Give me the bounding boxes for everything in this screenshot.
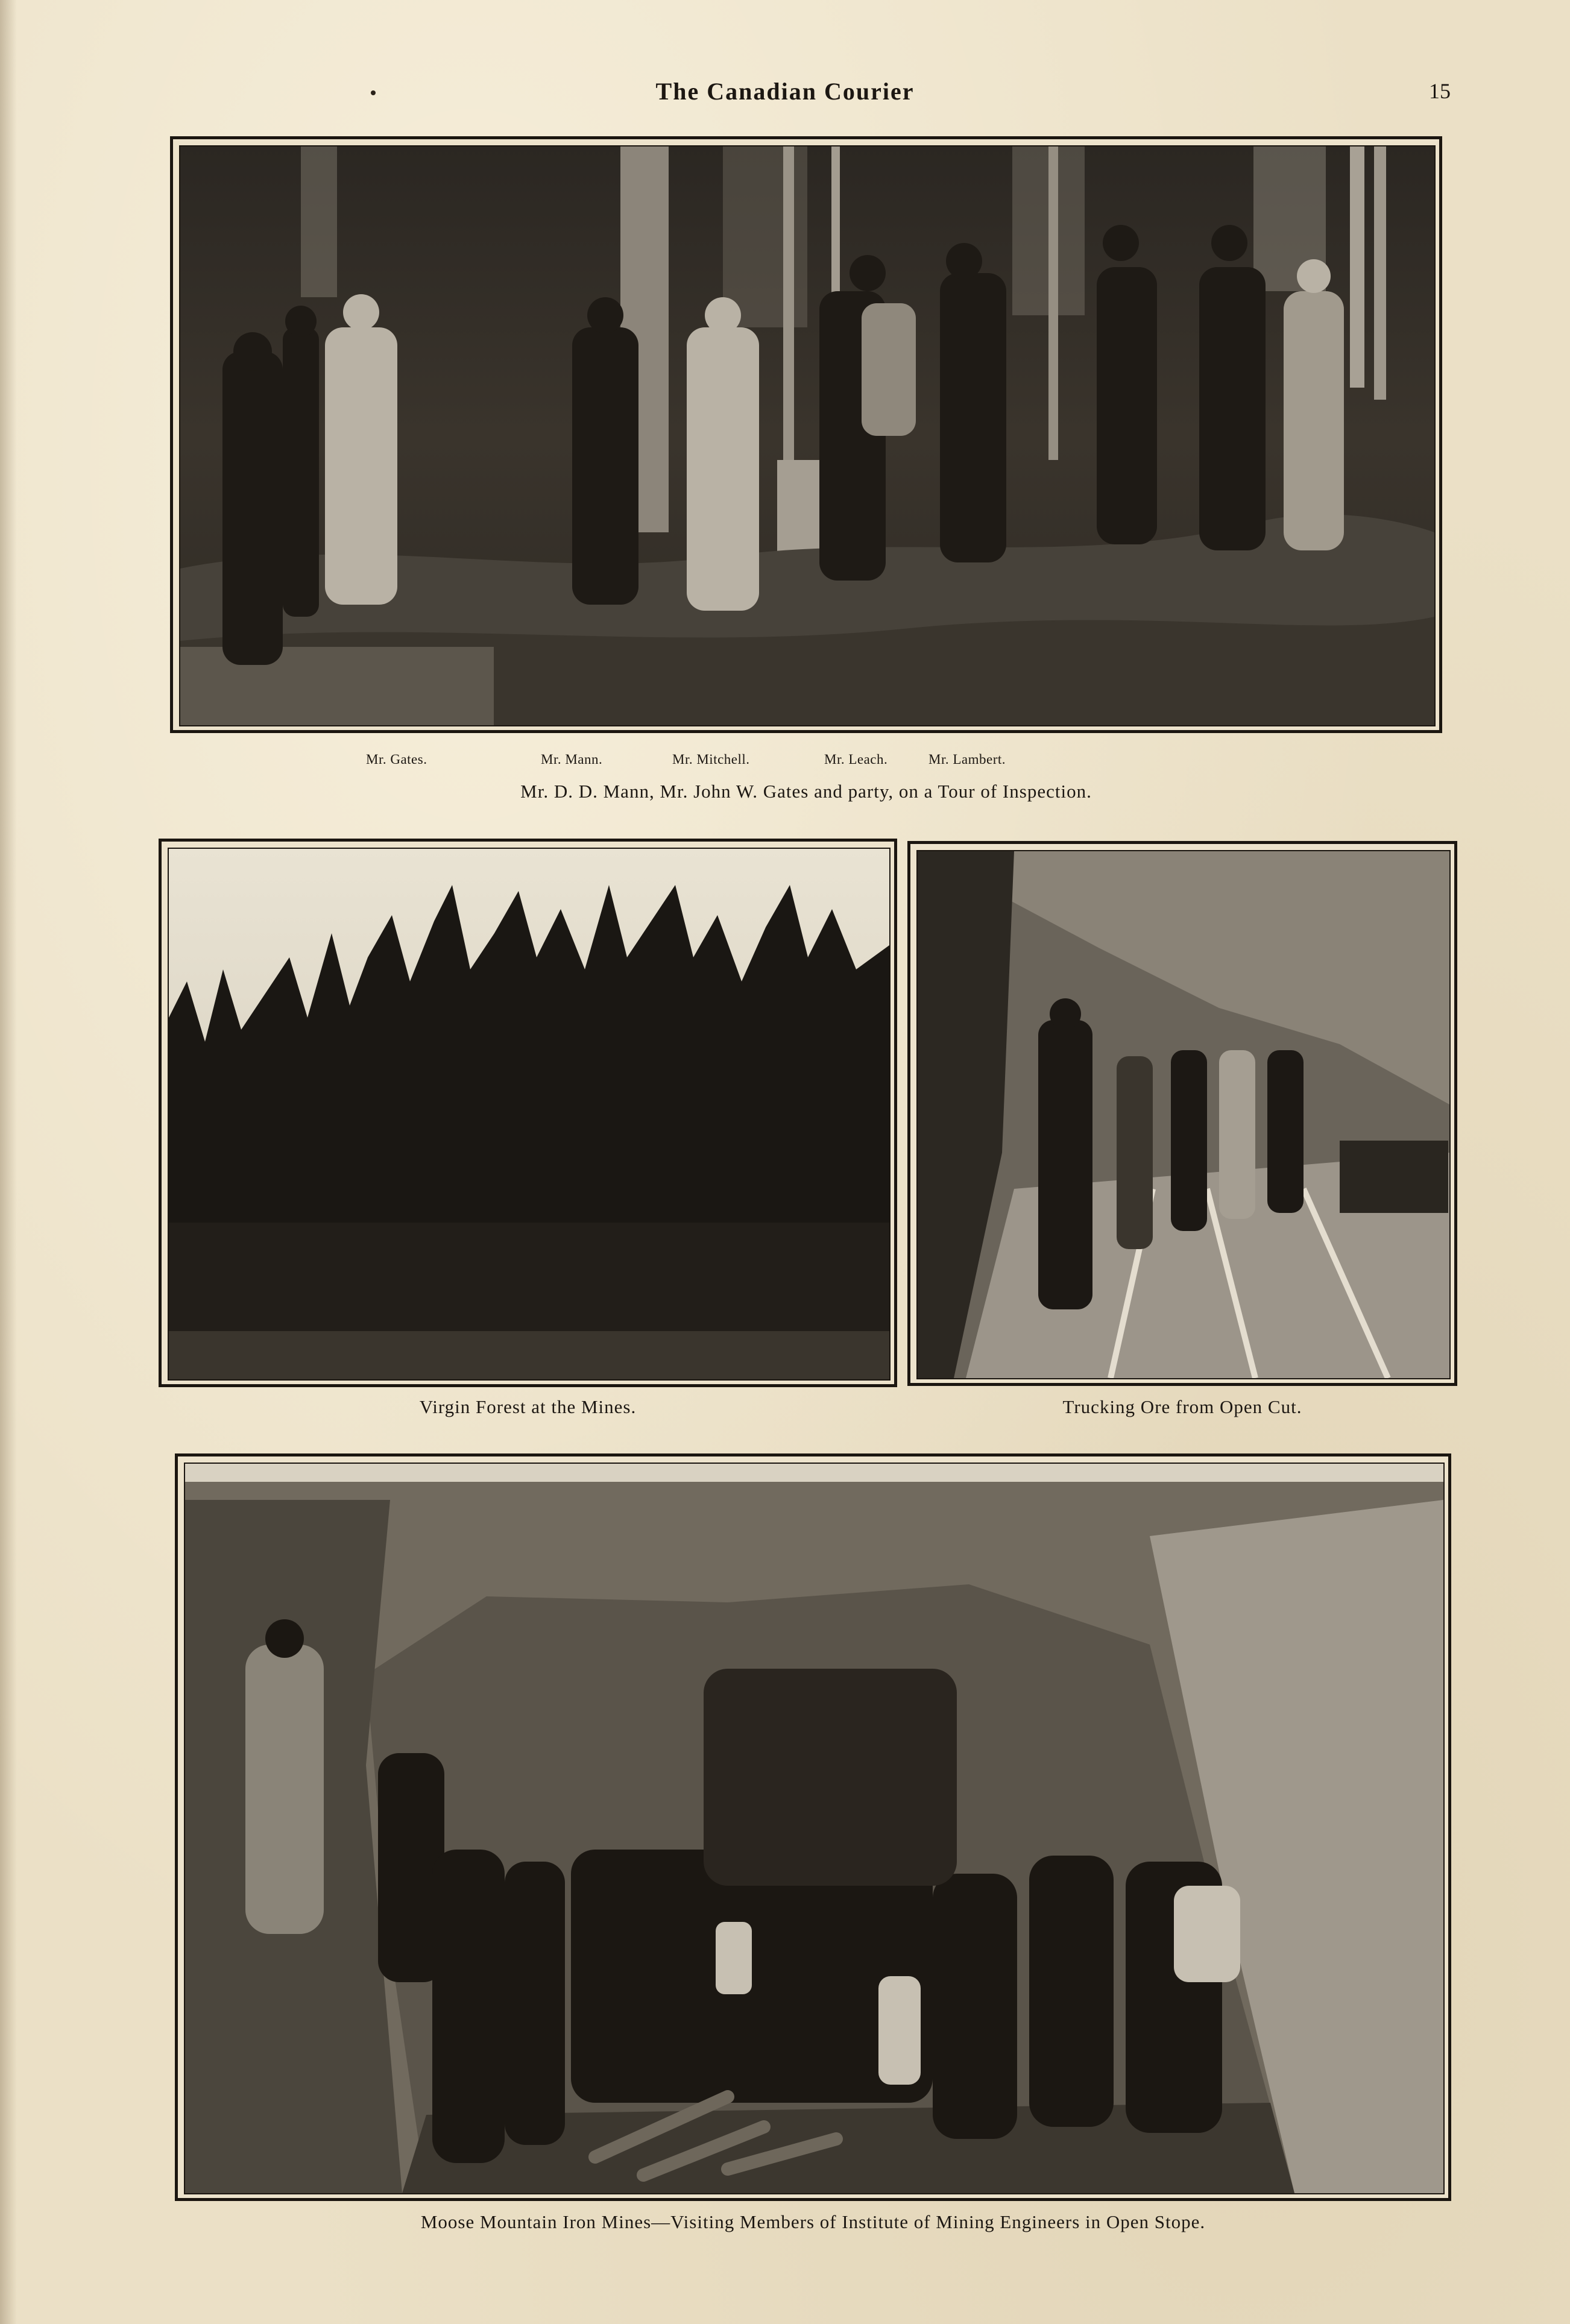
name-label-leach: Mr. Leach.: [824, 752, 888, 767]
page-spine-shadow: [0, 0, 17, 2324]
name-label-mann: Mr. Mann.: [541, 752, 603, 767]
photo-trucking-ore: [907, 841, 1457, 1386]
inspection-photo-image: [180, 146, 1434, 725]
caption-forest: Virgin Forest at the Mines.: [419, 1396, 637, 1417]
caption-trucking: Trucking Ore from Open Cut.: [1062, 1396, 1302, 1417]
magazine-title: The Canadian Courier: [655, 78, 915, 105]
forest-photo-image: [169, 849, 889, 1379]
stope-photo-image: [185, 1464, 1443, 2193]
page-number: 15: [1429, 79, 1451, 103]
name-label-gates: Mr. Gates.: [366, 752, 427, 767]
photo-open-stope: [175, 1453, 1451, 2201]
name-label-mitchell: Mr. Mitchell.: [672, 752, 750, 767]
trucking-photo-image: [918, 851, 1449, 1378]
caption-open-stope: Moose Mountain Iron Mines—Visiting Members of Institute of Mining Engineers in Open Stope.: [420, 2211, 1206, 2232]
photo-virgin-forest: [159, 839, 897, 1387]
caption-inspection: Mr. D. D. Mann, Mr. John W. Gates and party, on a Tour of Inspection.: [520, 781, 1092, 802]
name-label-lambert: Mr. Lambert.: [928, 752, 1006, 767]
photo-inspection-party: [170, 136, 1442, 733]
